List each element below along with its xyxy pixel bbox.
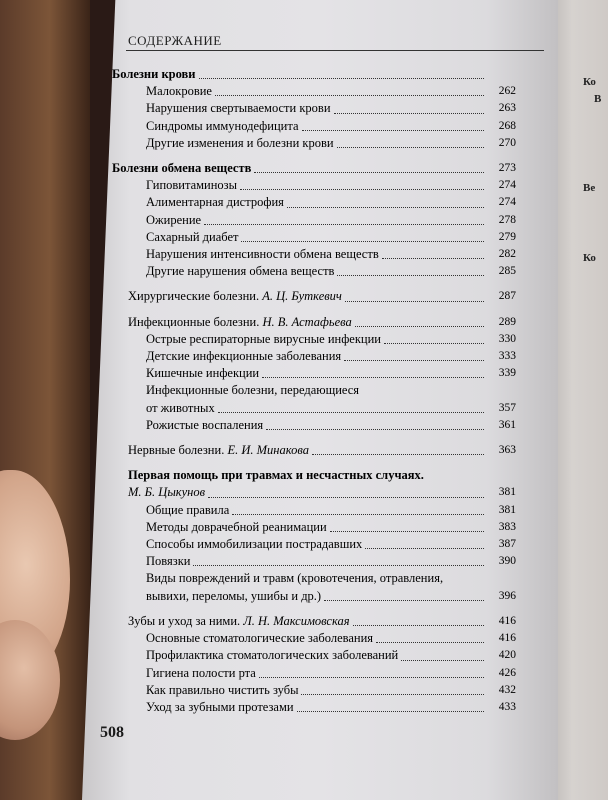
toc-entry-title [146, 365, 259, 382]
toc-entry-title-text: Профилактика стоматологических заболеваний [146, 648, 399, 663]
toc-page-number: 330 [498, 332, 516, 345]
toc-entry-title-text: от животных [146, 400, 215, 415]
toc-entry-title-text: Уход за зубными протезами [146, 699, 294, 714]
toc-dot-leader [330, 531, 484, 532]
toc-entry-title [146, 331, 381, 348]
toc-page-number: 339 [498, 367, 516, 380]
toc-page-number: 426 [498, 666, 516, 679]
right-page-fragment: В [594, 93, 602, 105]
toc-entry-title-text: Хирургические болезни. [128, 289, 260, 304]
toc-entry-title-text: Общие правила [146, 502, 230, 517]
toc-entry-title [146, 83, 212, 100]
toc-dot-leader [232, 514, 484, 515]
toc-entry-title [146, 699, 294, 716]
toc-entry [112, 519, 516, 536]
toc-page-number: 268 [498, 119, 516, 132]
toc-entry-title-text: Нарушения интенсивности обмена веществ [146, 247, 379, 262]
toc-dot-leader [401, 660, 484, 661]
toc-entry [112, 118, 516, 135]
toc-dot-leader [355, 326, 484, 327]
toc-dot-leader [302, 130, 484, 131]
toc-dot-leader [297, 711, 484, 712]
toc-entry-title [146, 588, 321, 605]
toc-page-number: 381 [498, 503, 516, 516]
toc-entry-title-text: Гиповитаминозы [146, 178, 238, 193]
toc-dot-leader [287, 207, 484, 208]
toc-entry [112, 66, 516, 83]
toc-entry-title-text: Гигиена полости рта [146, 665, 256, 680]
toc-dot-leader [334, 113, 484, 114]
toc-entry-title-text: Способы иммобилизации пострадавших [146, 537, 363, 552]
toc-entry-title [146, 519, 327, 536]
toc-entry [112, 613, 516, 630]
toc-entry-title-text: Ожирение [146, 212, 202, 227]
toc-entry-title-text: Повязки [146, 554, 191, 569]
toc-page-number: 274 [498, 196, 516, 209]
toc-entry-title [146, 229, 238, 246]
toc-entry-title [128, 613, 350, 630]
toc-dot-leader [337, 147, 484, 148]
toc-entry [112, 417, 516, 434]
toc-page-number: 420 [498, 649, 516, 662]
toc-entry-title-text: Болезни обмена веществ [112, 161, 252, 176]
toc-entry-title-text: Другие нарушения обмена веществ [146, 264, 335, 279]
toc-entry [112, 365, 516, 382]
toc-page-number: 357 [498, 401, 516, 414]
toc-entry-title-text: Основные стоматологические заболевания [146, 631, 374, 646]
toc-entry-title-line: Инфекционные болезни, передающиеся [146, 383, 360, 398]
page-number: 508 [100, 724, 124, 741]
toc-page-number: 270 [498, 136, 516, 149]
toc-entry-title-text: Нарушения свертываемости крови [146, 101, 331, 116]
toc-entry-author: Н. В. Астафьева [262, 314, 352, 329]
toc-entry [112, 553, 516, 570]
toc-dot-leader [204, 224, 484, 225]
toc-page-number: 287 [498, 290, 516, 303]
toc-entry-title-text: Малокровие [146, 84, 212, 99]
toc-entry-title [146, 246, 379, 263]
right-page-fragment: Ко [583, 252, 596, 264]
toc-entry-title [146, 194, 284, 211]
toc-entry-title [146, 348, 341, 365]
toc-entry-title-line: Первая помощь при травмах и несчастных случаях. [128, 468, 424, 483]
section-gap [112, 152, 516, 160]
toc-page-number: 282 [498, 248, 516, 261]
toc-page-number: 390 [498, 555, 516, 568]
toc-entry [112, 699, 516, 716]
toc-dot-leader [254, 172, 484, 173]
toc-entry-title-text: Как правильно чистить зубы [146, 682, 299, 697]
toc-dot-leader [345, 301, 484, 302]
toc-entry [112, 348, 516, 365]
toc-entry-title [128, 484, 205, 501]
section-gap [112, 434, 516, 442]
toc-dot-leader [365, 548, 484, 549]
toc-dot-leader [241, 241, 484, 242]
toc-entry-title [128, 288, 342, 305]
toc-dot-leader [384, 343, 484, 344]
toc-entry [112, 314, 516, 331]
toc-page-number: 289 [498, 315, 516, 328]
toc-entry-title-text: Методы доврачебной реанимации [146, 519, 327, 534]
toc-entry [112, 665, 516, 682]
toc-dot-leader [324, 600, 484, 601]
toc-page-number: 381 [498, 486, 516, 499]
section-gap [112, 605, 516, 613]
toc-entry-title [146, 263, 334, 280]
toc-page-number: 274 [498, 179, 516, 192]
toc-entry [112, 177, 516, 194]
toc-entry [112, 229, 516, 246]
toc-entry-title [146, 682, 298, 699]
section-gap [112, 306, 516, 314]
toc-entry-title [146, 502, 229, 519]
toc-entry-title [146, 647, 398, 664]
toc-dot-leader [301, 694, 484, 695]
toc-dot-leader [353, 625, 484, 626]
toc-page-number: 363 [498, 444, 516, 457]
toc-entry [112, 288, 516, 305]
toc-page-number: 416 [498, 632, 516, 645]
toc-entry-title-text: Болезни крови [112, 67, 196, 81]
toc-entry [112, 160, 516, 177]
toc-dot-leader [199, 78, 484, 79]
toc-entry-title [146, 177, 237, 194]
toc-page-number: 416 [498, 614, 516, 627]
toc-entry-title-text: Другие изменения и болезни крови [146, 135, 334, 150]
toc-entry [112, 212, 516, 229]
toc-page-number: 432 [498, 683, 516, 696]
toc-entry-title [128, 442, 309, 459]
toc-entry-title-text: Детские инфекционные заболевания [146, 349, 342, 364]
toc-entry [112, 100, 516, 117]
toc-dot-leader [215, 95, 484, 96]
table-of-contents [112, 66, 516, 716]
toc-page-number: 387 [498, 538, 516, 551]
toc-page-number: 396 [498, 589, 516, 602]
toc-entry-title-text: Синдромы иммунодефицита [146, 118, 299, 133]
toc-entry-title-text: Кишечные инфекции [146, 366, 260, 381]
toc-entry-title [146, 212, 201, 229]
toc-page-number: 333 [498, 350, 516, 363]
toc-page-number: 285 [498, 265, 516, 278]
toc-page-number: 273 [498, 162, 516, 175]
toc-page-number: 263 [498, 102, 516, 115]
toc-entry-title-text: вывихи, переломы, ушибы и др.) [146, 588, 322, 603]
toc-entry-title-text: Рожистые воспаления [146, 417, 264, 432]
toc-entry-author: М. Б. Цыкунов [128, 485, 206, 500]
toc-dot-leader [240, 189, 484, 190]
toc-entry [112, 263, 516, 280]
section-gap [112, 459, 516, 467]
toc-dot-leader [193, 565, 484, 566]
toc-entry [112, 400, 516, 417]
toc-entry-title [146, 100, 331, 117]
toc-entry-title-line: Виды повреждений и травм (кровотечения, отравления, [146, 571, 444, 586]
toc-entry-title-text: Алиментарная дистрофия [146, 195, 284, 210]
toc-entry [112, 331, 516, 348]
toc-dot-leader [266, 429, 484, 430]
section-gap [112, 280, 516, 288]
toc-page-number: 278 [498, 213, 516, 226]
toc-entry-title [146, 417, 263, 434]
toc-dot-leader [259, 677, 484, 678]
toc-entry [112, 630, 516, 647]
toc-entry-author: Е. И. Минакова [227, 443, 309, 458]
toc-page-number: 262 [498, 85, 516, 98]
toc-entry-title-text: Нервные болезни. [128, 443, 225, 458]
toc-entry [112, 246, 516, 263]
page-header: СОДЕРЖАНИЕ [128, 33, 222, 48]
toc-entry-title [112, 66, 196, 83]
toc-entry [112, 647, 516, 664]
toc-entry [112, 588, 516, 605]
toc-dot-leader [344, 360, 484, 361]
toc-entry-author: Л. Н. Максимовская [243, 613, 350, 628]
toc-entry [112, 502, 516, 519]
toc-entry-author: А. Ц. Буткевич [262, 289, 342, 304]
toc-entry-title-text: Сахарный диабет [146, 229, 239, 244]
toc-dot-leader [262, 377, 484, 378]
toc-entry-title [146, 553, 190, 570]
toc-entry-title [146, 630, 373, 647]
toc-entry [112, 682, 516, 699]
toc-page-number: 361 [498, 418, 516, 431]
toc-page-number: 383 [498, 520, 516, 533]
right-page-fragment: Ко [583, 76, 596, 88]
toc-dot-leader [312, 454, 484, 455]
toc-entry-title [146, 118, 299, 135]
toc-entry-title [146, 536, 362, 553]
right-page-fragment: Ве [583, 182, 596, 194]
toc-entry [112, 83, 516, 100]
toc-entry-title [146, 665, 256, 682]
toc-entry-title [128, 314, 352, 331]
toc-page-number: 279 [498, 230, 516, 243]
toc-entry [112, 442, 516, 459]
toc-entry-title-text: Инфекционные болезни. [128, 314, 260, 329]
toc-dot-leader [382, 258, 484, 259]
toc-dot-leader [376, 642, 484, 643]
toc-entry [112, 135, 516, 152]
toc-entry-title [146, 400, 215, 417]
toc-dot-leader [218, 412, 484, 413]
toc-dot-leader [208, 497, 484, 498]
toc-entry-title-text: Острые респираторные вирусные инфекции [146, 331, 381, 346]
toc-entry-title [112, 160, 251, 177]
toc-entry [112, 484, 516, 501]
toc-entry-title [146, 135, 334, 152]
header-rule [126, 50, 544, 51]
toc-entry [112, 194, 516, 211]
toc-page-number: 433 [498, 700, 516, 713]
toc-dot-leader [337, 275, 484, 276]
toc-entry [112, 536, 516, 553]
toc-entry-title-text: Зубы и уход за ними. [128, 613, 241, 628]
